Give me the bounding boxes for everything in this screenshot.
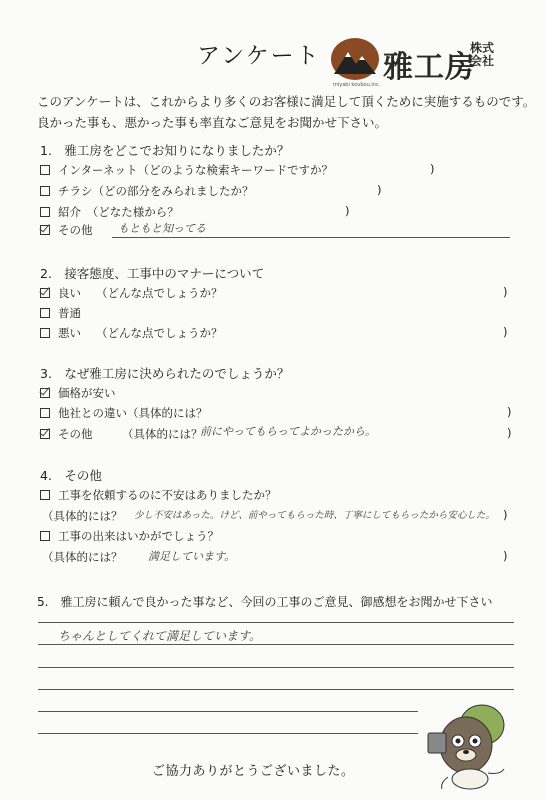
q5-title: 5. 雅工房に頼んで良かった事など、今回の工事のご意見、御感想をお聞かせ下さい [37, 595, 493, 609]
q1-option-flyer[interactable]: チラシ（どの部分をみられましたか？ [40, 183, 254, 199]
intro-line-1: このアンケートは、これからより多くのお客様に満足して頂くために実施するものです。 [37, 94, 536, 109]
checkbox[interactable] [40, 408, 50, 418]
q1-other-answer: もともと知ってる [118, 222, 206, 235]
q5-line-4 [38, 689, 514, 690]
logo-english-name: miyabi koubou,inc. [333, 82, 381, 88]
q3-option-difference-close: ) [507, 405, 512, 419]
q4-title: 4. その他 [40, 468, 102, 483]
raccoon-mascot-icon [420, 703, 518, 791]
q1-option-internet-close: ) [430, 162, 435, 176]
q1-option-referral[interactable]: 紹介 （どなた様から？ [40, 204, 179, 220]
q4-item-quality-detail: （具体的には？ [42, 550, 123, 564]
q4-item-quality-answer: 満足しています。 [148, 550, 236, 563]
checkbox[interactable] [40, 165, 50, 175]
logo-suffix: 株式会社 [470, 41, 495, 68]
q5-line-1 [38, 622, 514, 623]
q3-option-other-detail: （具体的には？ [122, 427, 203, 441]
q5-answer: ちゃんとしてくれて満足しています。 [58, 629, 262, 643]
q5-line-2 [38, 644, 514, 645]
checkbox-checked[interactable] [40, 225, 50, 235]
q2-option-bad[interactable]: 悪い [40, 325, 81, 341]
q1-title: 1. 雅工房をどこでお知りになりましたか？ [40, 143, 290, 158]
q2-option-good[interactable]: 良い [40, 285, 81, 301]
checkbox-checked[interactable] [40, 288, 50, 298]
page-title: アンケート [197, 43, 321, 69]
checkbox[interactable] [40, 186, 50, 196]
logo-text: 雅工房 [383, 50, 476, 85]
thanks-message: ご協力ありがとうございました。 [152, 764, 355, 779]
q4-item-anxiety-close: ) [503, 508, 508, 522]
q1-option-referral-close: ) [345, 204, 350, 218]
q3-option-price[interactable]: 価格が安い [40, 385, 116, 401]
q4-item-anxiety-answer: 少し不安はあった。けど、前やってもらった時、丁寧にしてもらったから安心した。 [134, 510, 495, 521]
checkbox[interactable] [40, 531, 50, 541]
q4-item-anxiety-detail: （具体的には？ [42, 509, 123, 523]
checkbox-checked[interactable] [40, 388, 50, 398]
q1-option-flyer-close: ) [377, 183, 382, 197]
q2-option-bad-close: ) [503, 325, 508, 339]
q3-option-other[interactable]: その他 [40, 426, 93, 442]
checkbox[interactable] [40, 308, 50, 318]
q3-option-other-close: ) [507, 426, 512, 440]
checkbox[interactable] [40, 490, 50, 500]
q3-option-difference[interactable]: 他社との違い（具体的には？ [40, 405, 208, 421]
q1-option-internet[interactable]: インターネット（どのような検索キーワードですか？ [40, 162, 333, 178]
company-logo [330, 38, 510, 88]
checkbox-checked[interactable] [40, 429, 50, 439]
q3-title: 3. なぜ雅工房に決められたのでしょうか？ [40, 366, 290, 381]
intro-line-2: 良かった事も、悪かった事も率直なご意見をお聞かせ下さい。 [37, 115, 388, 130]
q5-line-3 [38, 667, 514, 668]
q4-item-anxiety[interactable]: 工事を依頼するのに不安はありましたか？ [40, 487, 277, 503]
q1-option-other[interactable]: その他 [40, 222, 93, 238]
q5-line-5 [38, 711, 418, 712]
q2-option-good-close: ) [503, 285, 508, 299]
checkbox[interactable] [40, 328, 50, 338]
mountain-logo-icon [330, 38, 380, 82]
q1-other-underline [112, 237, 510, 238]
checkbox[interactable] [40, 207, 50, 217]
q2-option-normal[interactable]: 普通 [40, 305, 81, 321]
q5-line-6 [38, 733, 418, 734]
q2-option-good-detail: （どんな点でしょうか？ [96, 286, 223, 300]
q2-option-bad-detail: （どんな点でしょうか？ [96, 326, 223, 340]
q4-item-quality-close: ) [503, 549, 508, 563]
q3-other-answer: 前にやってもらってよかったから。 [200, 425, 376, 438]
q4-item-quality[interactable]: 工事の出来はいかがでしょう？ [40, 528, 219, 544]
q2-title: 2. 接客態度、工事中のマナーについて [40, 266, 265, 281]
